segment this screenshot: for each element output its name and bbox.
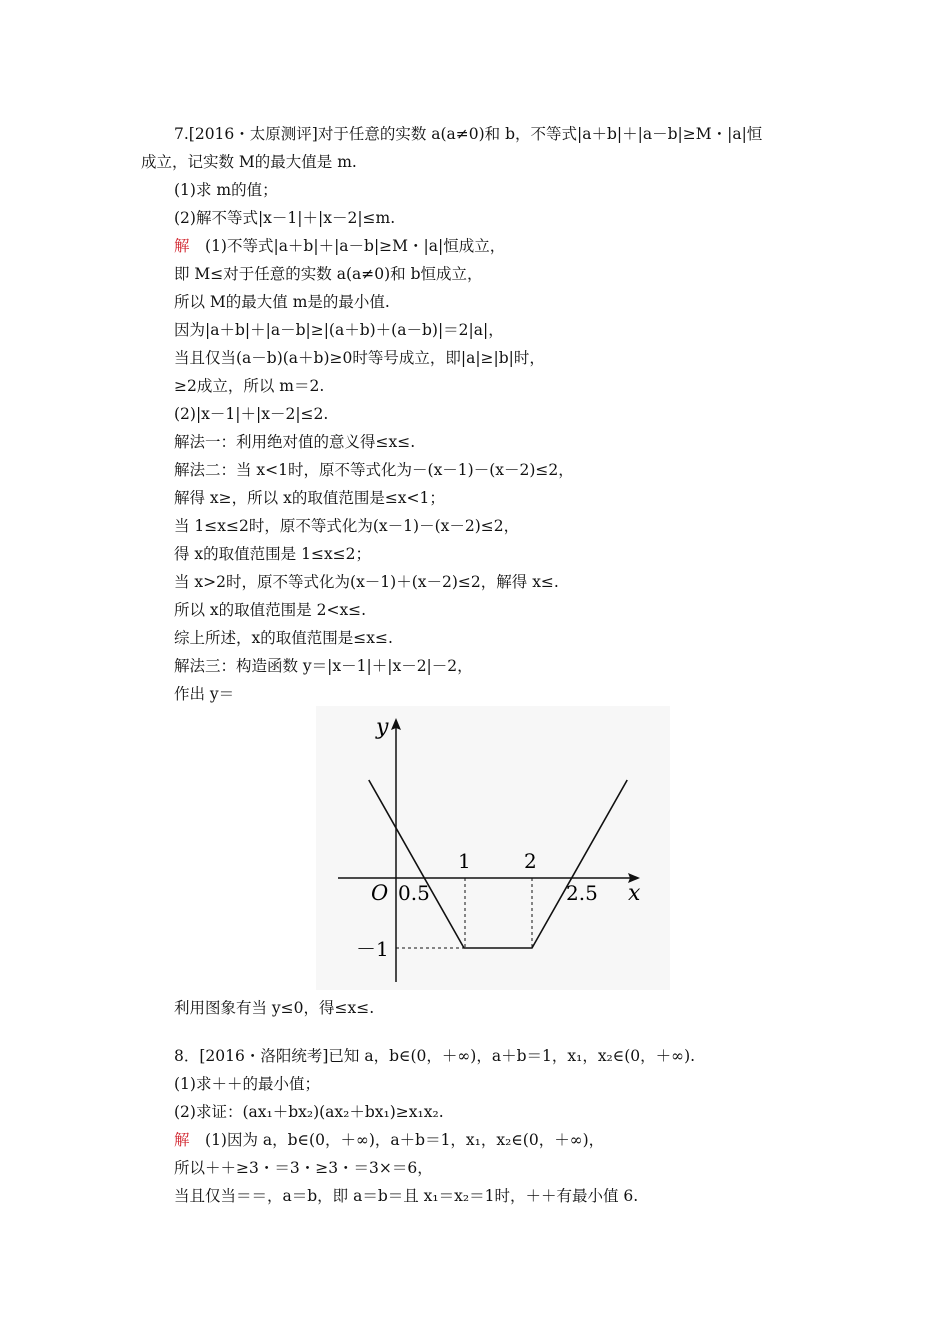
problem7-solution-line7: (2)|x－1|＋|x－2|≤2. (174, 405, 329, 423)
problem7-statement-line1: 7.[2016・太原测评]对于任意的实数 a(a≠0)和 b，不等式|a＋b|＋|a－b|≥M・|a|恒 (174, 125, 763, 143)
solution-text: (1)因为 a，b∈(0，＋∞)，a＋b＝1，x₁，x₂∈(0，＋∞)， (205, 1131, 605, 1149)
problem7-solution-line8: 解法一：利用绝对值的意义得≤x≤. (174, 433, 416, 451)
problem7-question1: (1)求 m的值； (174, 181, 278, 199)
problem7-question2: (2)解不等式|x－1|＋|x－2|≤m. (174, 209, 396, 227)
problem7-solution-line5: 当且仅当(a－b)(a＋b)≥0时等号成立，即|a|≥|b|时， (174, 349, 545, 367)
tick-label-0.5: 0.5 (398, 881, 430, 905)
solution-label: 解 (174, 237, 190, 255)
y-axis-label: y (376, 715, 389, 740)
problem7-solution-line9: 解法二：当 x<1时，原不等式化为－(x－1)－(x－2)≤2， (174, 461, 574, 479)
problem8-solution-line1 (174, 1130, 604, 1150)
problem7-solution-line3: 所以 M的最大值 m是的最小值. (174, 293, 390, 311)
problem7-solution-line10: 解得 x≥，所以 x的取值范围是≤x<1； (174, 489, 445, 507)
tick-label-minus1: －1 (356, 937, 389, 961)
solution-text: (1)不等式|a＋b|＋|a－b|≥M・|a|恒成立， (205, 237, 506, 255)
problem7-statement-line2: 成立，记实数 M的最大值是 m. (141, 153, 357, 171)
problem7-solution-line11: 当 1≤x≤2时，原不等式化为(x－1)－(x－2)≤2， (174, 517, 520, 535)
function-graph (316, 706, 670, 990)
x-axis-label: x (628, 881, 641, 906)
problem7-solution-line1 (174, 236, 505, 256)
problem8-solution-line3: 当且仅当＝＝，a＝b，即 a＝b＝且 x₁＝x₂＝1时，＋＋有最小值 6. (174, 1187, 639, 1205)
problem8-solution-line2: 所以＋＋≥3・＝3・≥3・＝3×＝6， (174, 1159, 433, 1177)
problem8-question1: (1)求＋＋的最小值； (174, 1075, 320, 1093)
problem7-solution-line12: 得 x的取值范围是 1≤x≤2； (174, 545, 372, 563)
problem7-after-graph: 利用图象有当 y≤0，得≤x≤. (174, 999, 375, 1017)
problem8-question2: (2)求证：(ax₁＋bx₂)(ax₂＋bx₁)≥x₁x₂. (174, 1103, 444, 1121)
problem7-solution-line4: 因为|a＋b|＋|a－b|≥|(a＋b)＋(a－b)|＝2|a|， (174, 321, 504, 339)
problem7-solution-line17: 作出 y＝ (174, 685, 235, 703)
tick-label-1: 1 (458, 849, 471, 873)
problem7-solution-line16: 解法三：构造函数 y＝|x－1|＋|x－2|－2， (174, 657, 473, 675)
tick-label-2.5: 2.5 (566, 881, 598, 905)
solution-label: 解 (174, 1131, 190, 1149)
problem7-solution-line6: ≥2成立，所以 m＝2. (174, 377, 325, 395)
problem7-solution-line2: 即 M≤对于任意的实数 a(a≠0)和 b恒成立， (174, 265, 483, 283)
problem8-statement: 8．[2016・洛阳统考]已知 a，b∈(0，＋∞)，a＋b＝1，x₁，x₂∈(0，＋∞). (174, 1047, 696, 1065)
problem7-solution-line13: 当 x>2时，原不等式化为(x－1)＋(x－2)≤2，解得 x≤. (174, 573, 559, 591)
problem7-solution-line14: 所以 x的取值范围是 2<x≤. (174, 601, 367, 619)
problem7-solution-line15: 综上所述，x的取值范围是≤x≤. (174, 629, 393, 647)
origin-label: O (371, 881, 389, 905)
tick-label-2: 2 (524, 849, 537, 873)
